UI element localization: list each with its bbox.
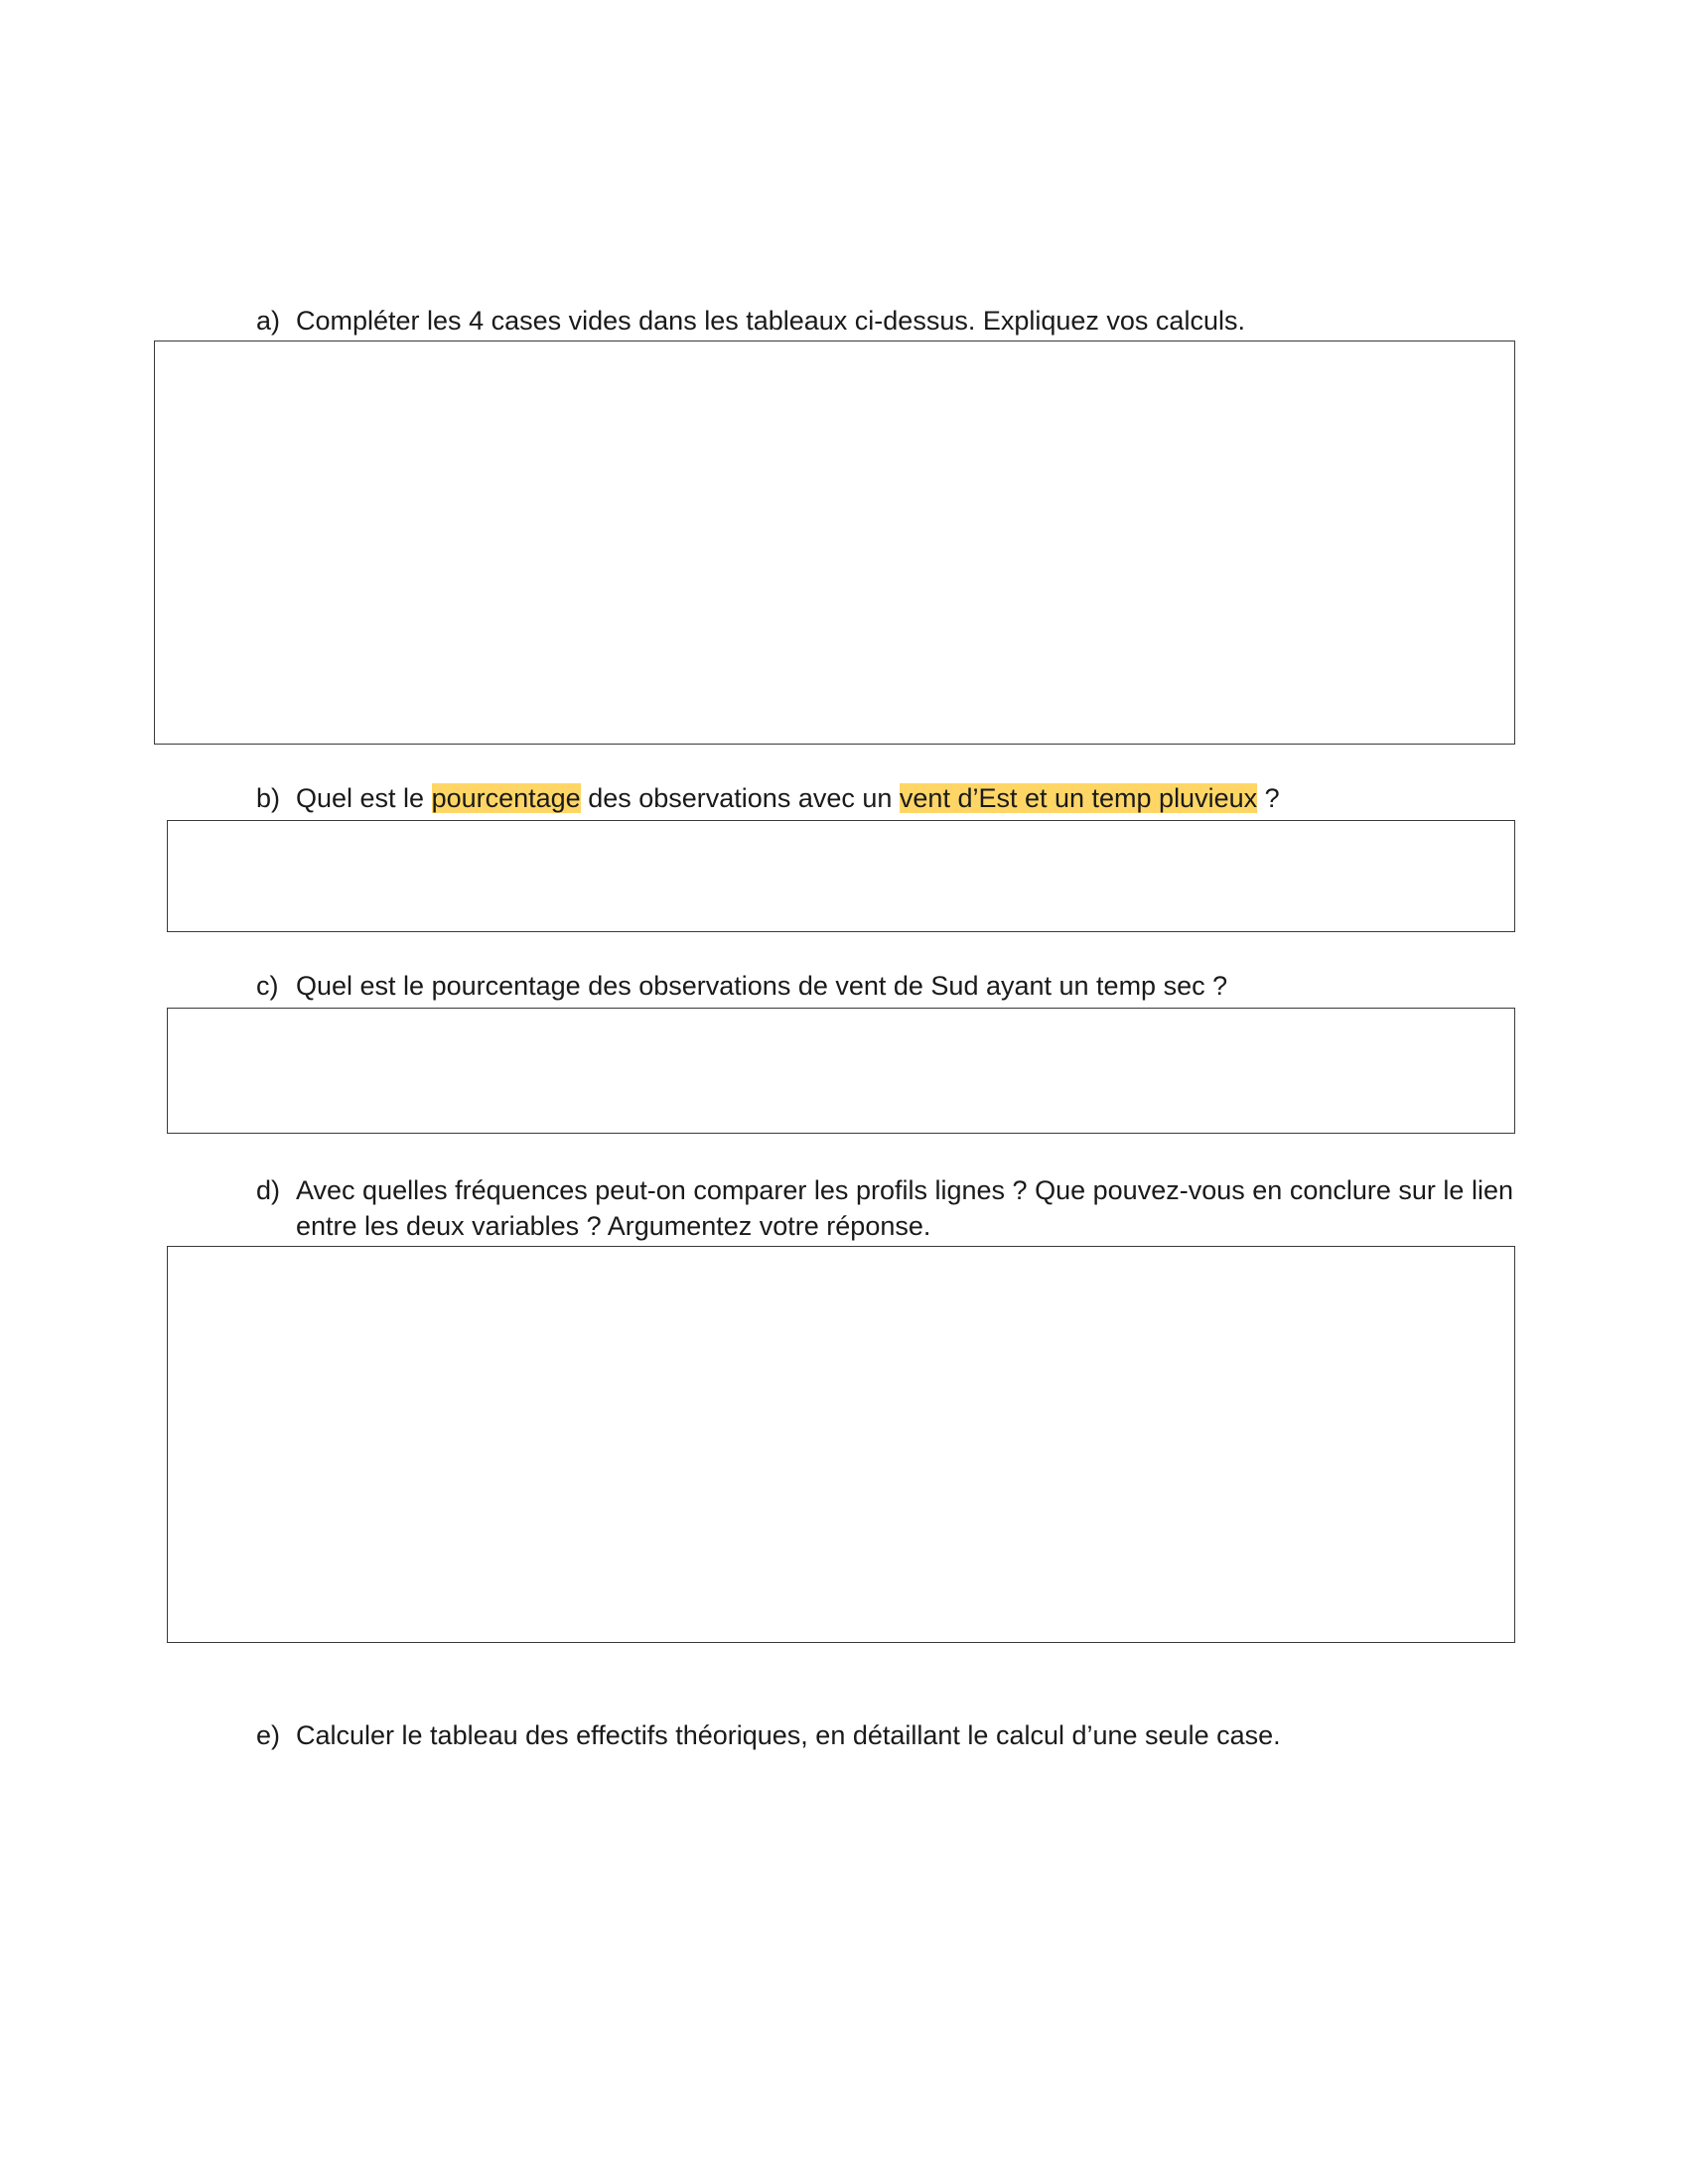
question-b-text-part-3: ? — [1257, 783, 1280, 813]
question-b-text-part-2: des observations avec un — [580, 783, 900, 813]
question-c — [256, 968, 1513, 1004]
question-b-text-part-1: Quel est le — [296, 783, 432, 813]
question-a-letter: a) — [256, 306, 281, 336]
question-a-text: Compléter les 4 cases vides dans les tableaux ci-dessus. Expliquez vos calculs. — [296, 306, 1245, 336]
question-d-text: Avec quelles fréquences peut-on comparer les profils lignes ? Que pouvez-vous en conclure sur le lien entre les deux variables ? Argumentez votre réponse. — [296, 1175, 1513, 1241]
question-e-text: Calculer le tableau des effectifs théoriques, en détaillant le calcul d’une seule case. — [296, 1720, 1281, 1750]
question-e — [256, 1717, 1513, 1753]
question-c-text: Quel est le pourcentage des observations de vent de Sud ayant un temp sec ? — [296, 971, 1228, 1001]
answer-box-d[interactable] — [167, 1246, 1515, 1643]
question-d-letter: d) — [256, 1175, 281, 1205]
question-b-highlight-1: pourcentage — [431, 783, 581, 813]
question-c-letter: c) — [256, 971, 279, 1001]
question-b-letter: b) — [256, 783, 281, 813]
question-e-letter: e) — [256, 1720, 281, 1750]
answer-box-c[interactable] — [167, 1008, 1515, 1134]
question-d — [256, 1172, 1513, 1244]
question-b-highlight-2: vent d’Est et un temp pluvieux — [899, 783, 1258, 813]
question-a — [256, 303, 1513, 339]
answer-box-a[interactable] — [154, 341, 1515, 745]
question-b — [256, 780, 1513, 816]
answer-box-b[interactable] — [167, 820, 1515, 932]
question-b-text — [296, 780, 1513, 816]
